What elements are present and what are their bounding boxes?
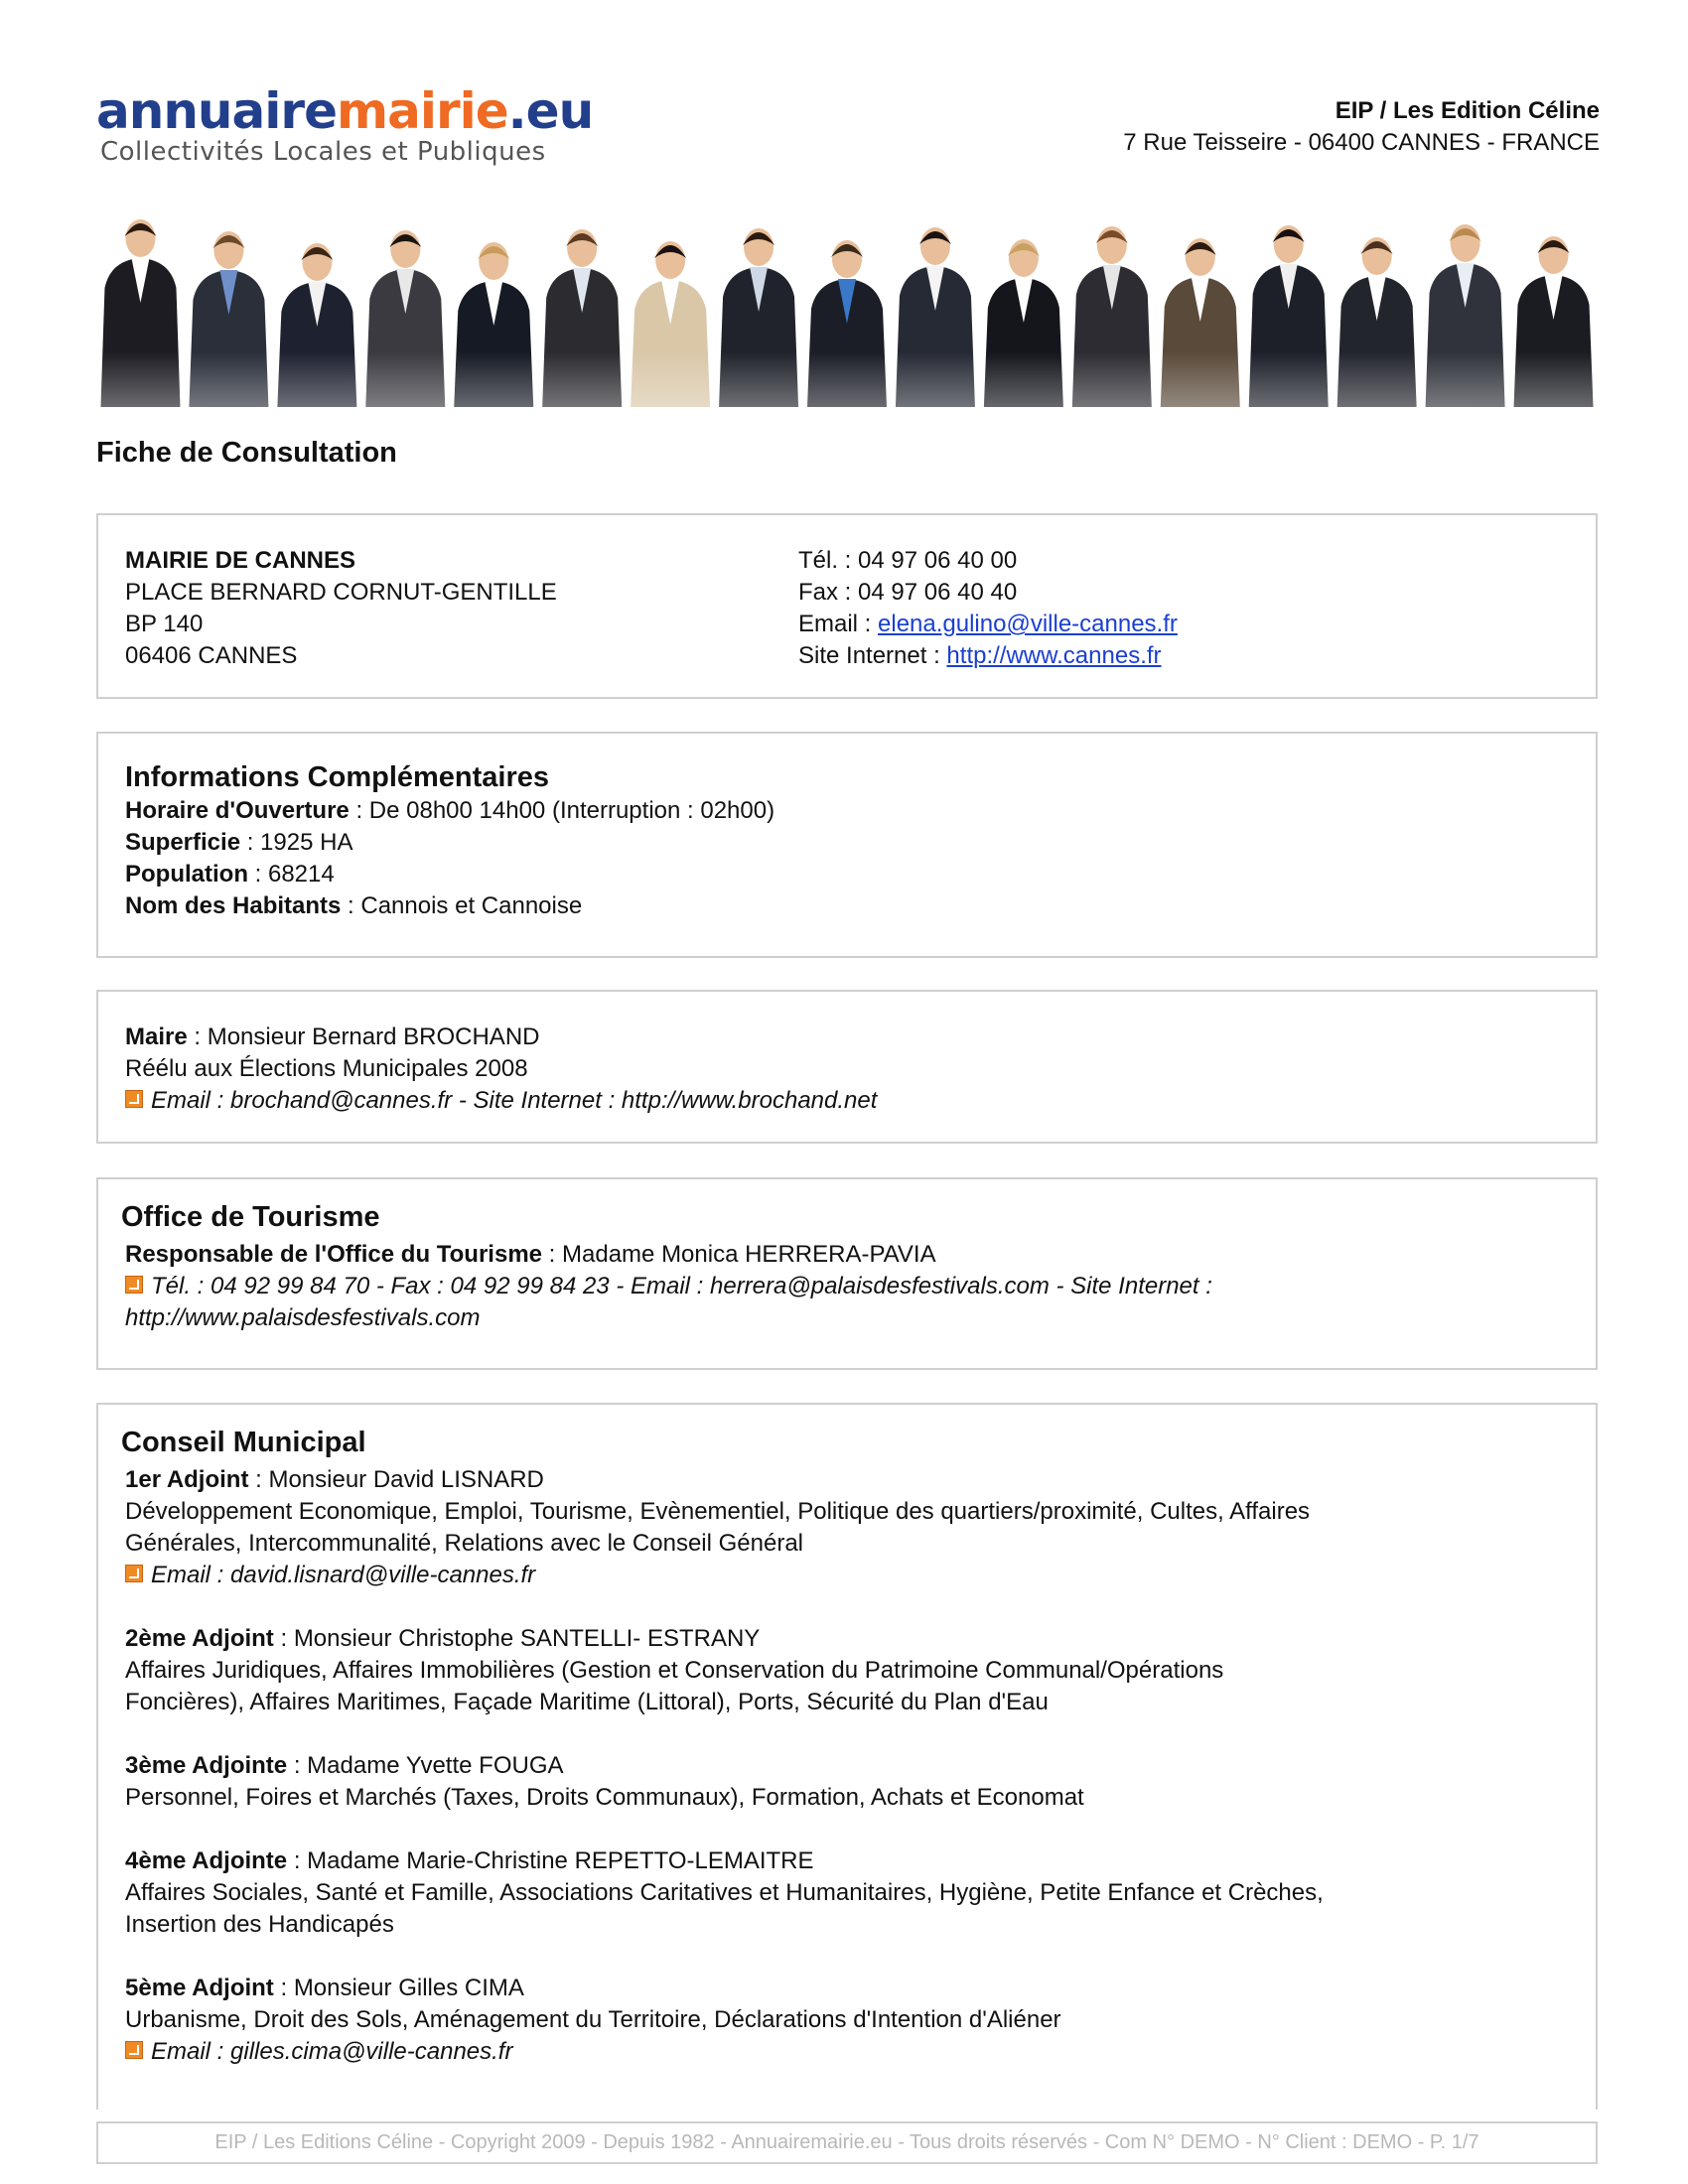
website-link[interactable]: http://www.cannes.fr — [946, 642, 1162, 669]
page-title: Fiche de Consultation — [96, 437, 397, 469]
council-member: 4ème Adjointe : Madame Marie-Christine REPETTO-LEMAITRE Affaires Sociales, Santé et Famille, Associations Caritatives et Humanitaires, Hygiène, Petite Enfance et Crèches, Insertion des Handicapés — [125, 1845, 1571, 1941]
mayor-contact: Email : brochand@cannes.fr - Site Internet : http://www.brochand.net — [125, 1085, 877, 1117]
member-email: Email : gilles.cima@ville-cannes.fr — [125, 2036, 1571, 2068]
population: Population : 68214 — [125, 861, 335, 887]
member-duties: Affaires Sociales, Santé et Famille, Associations Caritatives et Humanitaires, Hygiène, Petite Enfance et Crèches, — [125, 1879, 1324, 1906]
tourism-content — [121, 1199, 1571, 1334]
phone-number: Tél. : 04 97 06 40 00 — [798, 547, 1018, 574]
company-address: 7 Rue Teisseire - 06400 CANNES - FRANCE — [1123, 129, 1600, 156]
council-member: 5ème Adjoint : Monsieur Gilles CIMA Urbanisme, Droit des Sols, Aménagement du Territoire, Déclarations d'Intention d'Aliéner Email : gilles.cima@ville-cannes.fr — [125, 1973, 1571, 2068]
info-title: Informations Complémentaires — [125, 761, 550, 793]
member-duties: Développement Economique, Emploi, Tourisme, Evènementiel, Politique des quartiers/proximité, Cultes, Affaires — [125, 1498, 1311, 1525]
website-label: Site Internet : — [798, 642, 947, 669]
email-row — [798, 609, 1178, 640]
mayor-section — [96, 990, 1598, 1144]
arrow-bullet-icon — [125, 1276, 143, 1294]
page-footer: EIP / Les Editions Céline - Copyright 2009 - Depuis 1982 - Annuairemairie.eu - Tous droits réservés - Com N° DEMO - N° Client : DEMO - P. 1/7 — [96, 2121, 1598, 2164]
website-row — [798, 640, 1178, 672]
council-member: 1er Adjoint : Monsieur David LISNARD Développement Economique, Emploi, Tourisme, Evènementiel, Politique des quartiers/proximité, Cultes, Affaires Générales, Intercommunalité, Relations avec le Conseil Général Email : david.lisnard@ville-cannes.fr — [125, 1464, 1571, 1591]
email-label: Email : — [798, 611, 879, 637]
contact-details — [798, 545, 1178, 672]
fax-number: Fax : 04 97 06 40 40 — [798, 579, 1018, 606]
area: Superficie : 1925 HA — [125, 829, 353, 856]
council-section — [96, 1403, 1598, 2110]
address-line-2: BP 140 — [125, 611, 204, 637]
inhabitants-name: Nom des Habitants : Cannois et Cannoise — [125, 892, 583, 919]
council-title: Conseil Municipal — [121, 1427, 366, 1458]
arrow-bullet-icon — [125, 1090, 143, 1108]
contact-card — [96, 513, 1598, 699]
arrow-bullet-icon — [125, 1565, 143, 1582]
info-section — [96, 732, 1598, 958]
member-duties: Personnel, Foires et Marchés (Taxes, Droits Communaux), Formation, Achats et Economat — [125, 1784, 1084, 1811]
company-name: EIP / Les Edition Céline — [1335, 97, 1600, 124]
member-duties: Foncières), Affaires Maritimes, Façade Maritime (Littoral), Ports, Sécurité du Plan d'Eau — [125, 1689, 1049, 1715]
tourism-title: Office de Tourisme — [121, 1201, 380, 1233]
council-member: 2ème Adjoint : Monsieur Christophe SANTELLI- ESTRANY Affaires Juridiques, Affaires Immobilières (Gestion et Conservation du Patrimoine Communal/Opérations Foncières), Affaires Maritimes, Façade Maritime (Littoral), Ports, Sécurité du Plan d'Eau — [125, 1623, 1571, 1718]
tourism-manager: Responsable de l'Office du Tourisme : Madame Monica HERRERA-PAVIA — [125, 1241, 936, 1268]
info-content — [125, 759, 774, 922]
member-duties: Urbanisme, Droit des Sols, Aménagement du Territoire, Déclarations d'Intention d'Aliéner — [125, 2006, 1061, 2033]
member-duties: Affaires Juridiques, Affaires Immobilières (Gestion et Conservation du Patrimoine Communal/Opérations — [125, 1657, 1224, 1684]
site-logo[interactable] — [96, 82, 594, 167]
tourism-contact: Tél. : 04 92 99 84 70 - Fax : 04 92 99 84 23 - Email : herrera@palaisdesfestivals.com - Site Internet : — [125, 1271, 1571, 1302]
member-duties: Générales, Intercommunalité, Relations avec le Conseil Général — [125, 1530, 804, 1557]
member-duties: Insertion des Handicapés — [125, 1911, 394, 1938]
logo-tagline: Collectivités Locales et Publiques — [100, 137, 546, 167]
council-content — [121, 1425, 1571, 2100]
organization-name: MAIRIE DE CANNES — [125, 547, 356, 574]
mayor-name: Maire : Monsieur Bernard BROCHAND — [125, 1024, 540, 1050]
address-line-1: PLACE BERNARD CORNUT-GENTILLE — [125, 579, 557, 606]
opening-hours: Horaire d'Ouverture : De 08h00 14h00 (Interruption : 02h00) — [125, 797, 775, 824]
people-banner-image — [96, 187, 1598, 407]
council-member: 3ème Adjointe : Madame Yvette FOUGA Personnel, Foires et Marchés (Taxes, Droits Communaux), Formation, Achats et Economat — [125, 1750, 1571, 1814]
member-email: Email : david.lisnard@ville-cannes.fr — [125, 1560, 1571, 1591]
email-link[interactable]: elena.gulino@ville-cannes.fr — [878, 611, 1178, 637]
address-line-3: 06406 CANNES — [125, 642, 298, 669]
logo-wordmark: annuairemairie.eu — [96, 82, 594, 140]
tourism-section — [96, 1177, 1598, 1370]
arrow-bullet-icon — [125, 2041, 143, 2059]
tourism-contact-continued: http://www.palaisdesfestivals.com — [125, 1304, 481, 1331]
mayor-content — [125, 1022, 877, 1117]
company-info — [1123, 95, 1600, 159]
mayor-note: Réélu aux Élections Municipales 2008 — [125, 1055, 528, 1082]
contact-address — [125, 545, 557, 672]
